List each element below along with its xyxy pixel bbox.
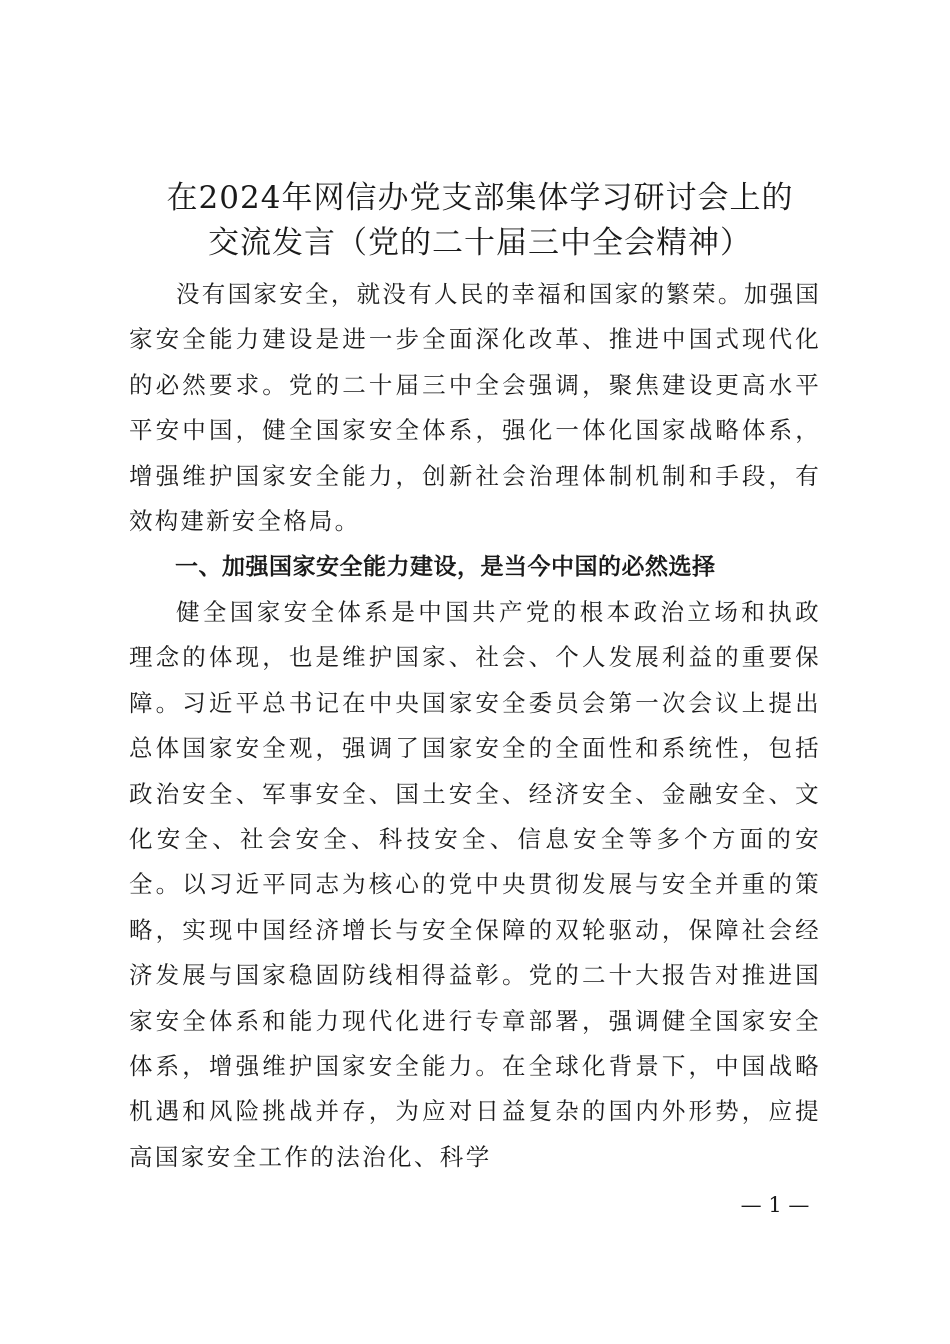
section-heading-1: 一、加强国家安全能力建设，是当今中国的必然选择 bbox=[175, 554, 716, 580]
body-paragraph-2: 健全国家安全体系是中国共产党的根本政治立场和执政理念的体现，也是维护国家、社会、个人发展利益的重要保障。习近平总书记在中央国家安全委员会第一次会议上提出总体国家安全观，强调了国家安全的全面性和系统性，包括政治安全、军事安全、国土安全、经济安全、金融安全、文化安全、社会安全、科技安全、信息安全等多个方面的安全。以习近平同志为核心的党中央贯彻发展与安全并重的策略，实现中国经济增长与安全保障的双轮驱动，保障社会经济发展与国家稳固防线相得益彰。党的二十大报告对推进国家安全体系和能力现代化进行专章部署，强调健全国家安全体系，增强维护国家安全能力。在全球化背景下，中国战略机遇和风险挑战并存，为应对日益复杂的国内外形势，应提高国家安全工作的法治化、科学 bbox=[129, 598, 821, 1171]
page-number: — 1 — bbox=[740, 1193, 810, 1217]
body-paragraph-1: 没有国家安全，就没有人民的幸福和国家的繁荣。加强国家安全能力建设是进一步全面深化改革、推进中国式现代化的必然要求。党的二十届三中全会强调，聚焦建设更高水平平安中国，健全国家安全体系，强化一体化国家战略体系，增强维护国家安全能力，创新社会治理体制机制和手段，有效构建新安全格局。 bbox=[129, 280, 821, 536]
document-title-line-2: 交流发言（党的二十届三中全会精神） bbox=[208, 225, 752, 261]
document-title-line-1: 在2024年网信办党支部集体学习研讨会上的 bbox=[166, 180, 794, 216]
